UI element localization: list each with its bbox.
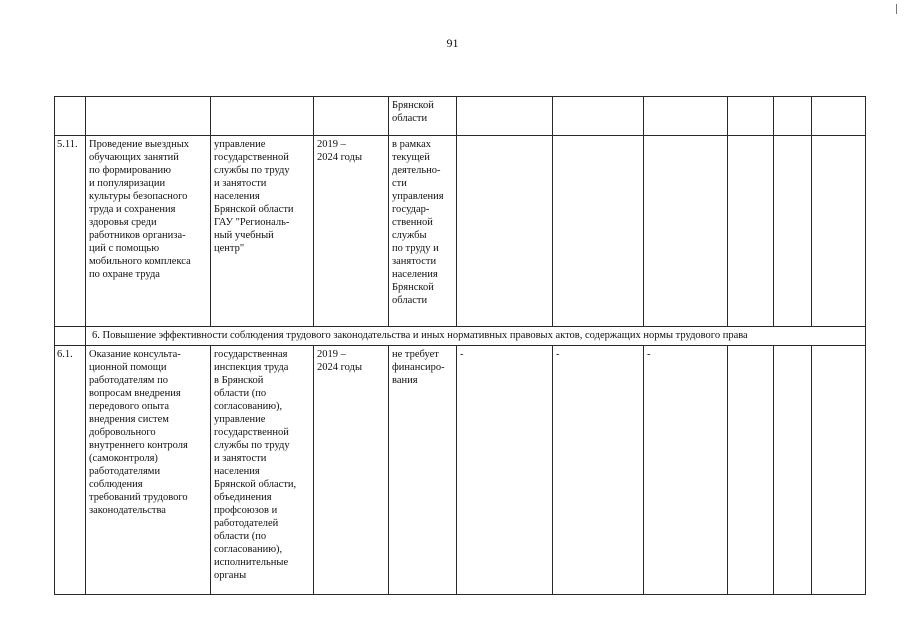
table-row — [55, 97, 866, 136]
cell-empty — [728, 136, 774, 327]
cell-empty — [55, 327, 86, 346]
cell-activity: Оказание консульта- ционной помощи работодателям по вопросам внедрения передового опыта внедрения систем добровольного внутреннего контроля (самоконтроля) работодателями соблюдения требований трудового законодательства — [86, 346, 211, 595]
cell-empty — [644, 136, 728, 327]
table-row — [55, 346, 866, 595]
cell-empty — [774, 346, 812, 595]
cell-number — [55, 97, 86, 136]
cell-empty — [812, 346, 866, 595]
cell-empty — [812, 97, 866, 136]
page-number: 91 — [446, 36, 459, 50]
cell-number: 6.1. — [55, 346, 86, 595]
cell-activity: Проведение выездных обучающих занятий по формированию и популяризации культуры безопасного труда и сохранения здоровья среди работников организа- ций с помощью мобильного комплекса по охране труда — [86, 136, 211, 327]
cell-dash: - — [457, 346, 553, 595]
cell-funding: в рамках текущей деятельно- сти управления государ- ственной службы по труду и занятости населения Брянской области — [389, 136, 457, 327]
cell-funding: не требует финансиро- вания — [389, 346, 457, 595]
cell-empty — [728, 97, 774, 136]
cell-dash: - — [644, 346, 728, 595]
cell-number: 5.11. — [55, 136, 86, 327]
cell-empty — [457, 136, 553, 327]
cell-empty — [457, 97, 553, 136]
cell-executor: государственная инспекция труда в Брянской области (по согласованию), управление государственной службы по труду и занятости населения Брянской области, объединения профсоюзов и работодателей области (по согласованию), исполнительные органы — [211, 346, 314, 595]
section-row — [55, 327, 866, 346]
table-row — [55, 136, 866, 327]
scan-mark — [896, 4, 897, 14]
cell-empty — [812, 136, 866, 327]
cell-funding: Брянской области — [389, 97, 457, 136]
cell-period: 2019 – 2024 годы — [314, 346, 389, 595]
cell-empty — [774, 97, 812, 136]
cell-empty — [774, 136, 812, 327]
program-table — [54, 96, 866, 595]
cell-activity — [86, 97, 211, 136]
cell-period: 2019 – 2024 годы — [314, 136, 389, 327]
cell-executor: управление государственной службы по труду и занятости населения Брянской области ГАУ "Региональ- ный учебный центр" — [211, 136, 314, 327]
cell-empty — [728, 346, 774, 595]
cell-executor — [211, 97, 314, 136]
cell-empty — [644, 97, 728, 136]
cell-empty — [553, 97, 644, 136]
cell-period — [314, 97, 389, 136]
section-heading: 6. Повышение эффективности соблюдения трудового законодательства и иных нормативных правовых актов, содержащих нормы трудового права — [86, 327, 866, 346]
cell-empty — [553, 136, 644, 327]
cell-dash: - — [553, 346, 644, 595]
